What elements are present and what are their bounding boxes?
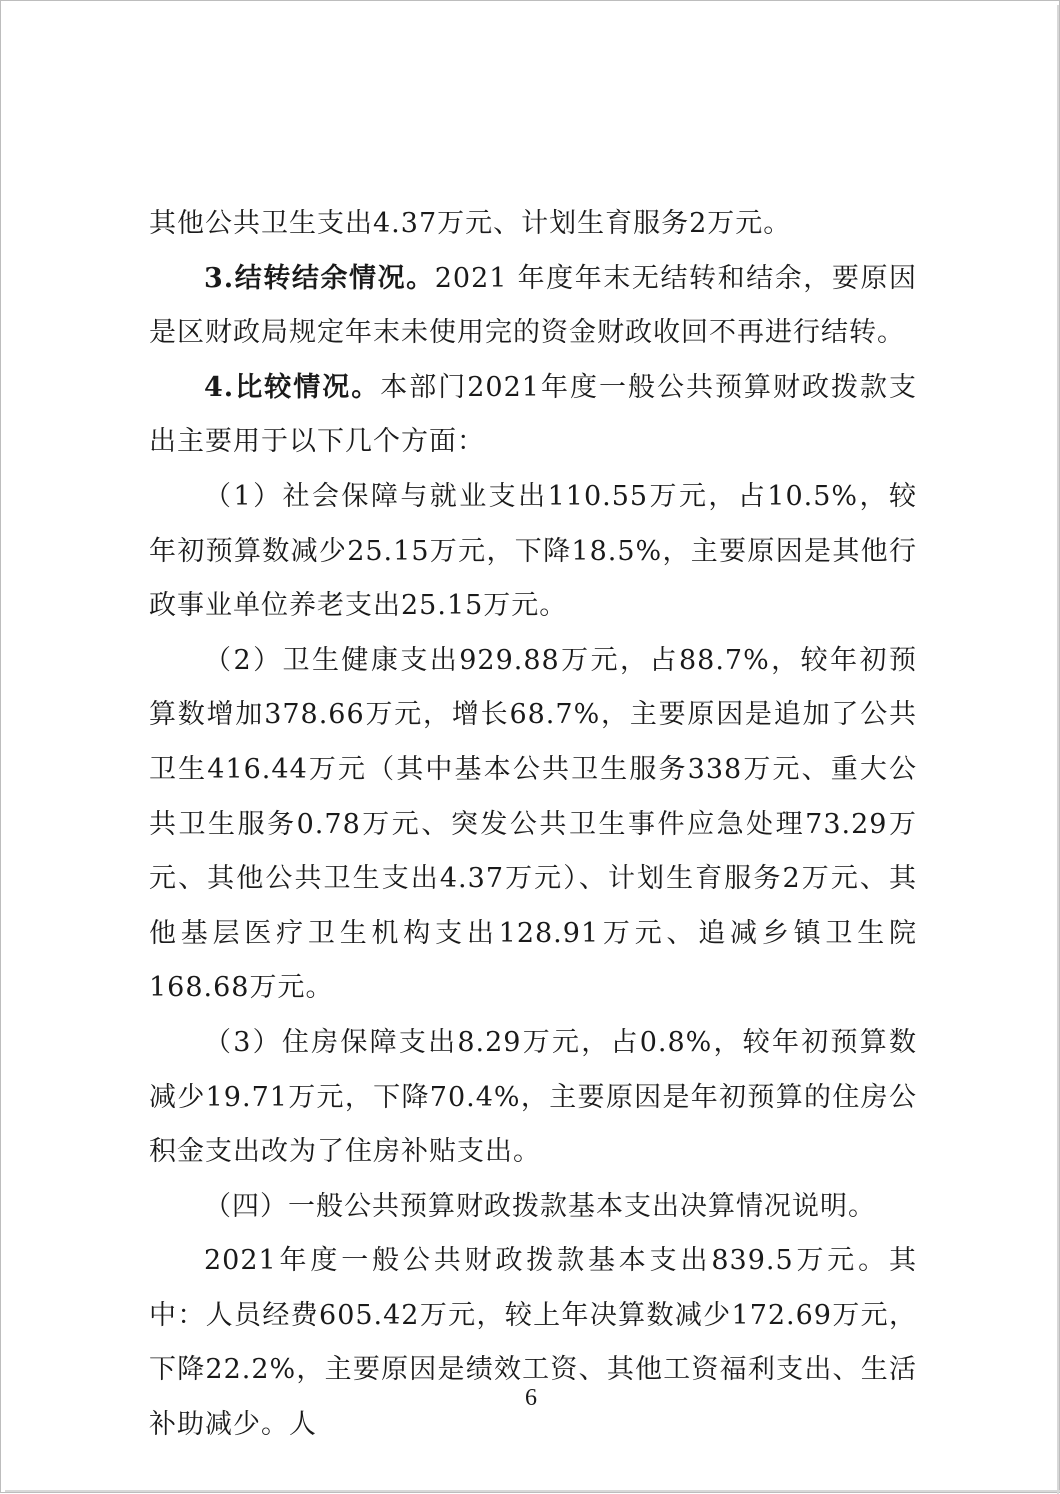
document-body <box>149 197 917 1453</box>
paragraph-social-security: （1）社会保障与就业支出110.55万元，占10.5%，较年初预算数减少25.15万元，下降18.5%，主要原因是其他行政事业单位养老支出25.15万元。 <box>149 480 917 622</box>
paragraph-continuation: 其他公共卫生支出4.37万元、计划生育服务2万元。 <box>149 208 792 239</box>
page-number: 6 <box>525 1385 537 1411</box>
page-shadow-bottom <box>5 1490 1060 1492</box>
section-heading-basic-expenditure: （四）一般公共预算财政拨款基本支出决算情况说明。 <box>204 1190 876 1222</box>
paragraph-housing: （3）住房保障支出8.29万元，占0.8%，较年初预算数减少19.71万元，下降70.4%，主要原因是年初预算的住房公积金支出改为了住房补贴支出。 <box>149 1026 917 1168</box>
paragraph-health: （2）卫生健康支出929.88万元，占88.7%，较年初预算数增加378.66万元，增长68.7%，主要原因是追加了公共卫生416.44万元（其中基本公共卫生服务338万元、重大公共卫生服务0.78万元、突发公共卫生事件应急处理73.29万元、其他公共卫生支出4.37万元）、计划生育服务2万元、其他基层医疗卫生机构支出128.91万元、追减乡镇卫生院168.68万元。 <box>149 644 917 1004</box>
paragraph-basic-expenditure: 2021年度一般公共财政拨款基本支出839.5万元。其中：人员经费605.42万元，较上年决算数减少172.69万元，下降22.2%，主要原因是绩效工资、其他工资福利支出、生活补助减少。人 <box>149 1245 917 1441</box>
paragraph-comparison <box>149 361 917 470</box>
paragraph-carryover <box>149 252 917 361</box>
section-heading-carryover: 3.结转结余情况。 <box>204 262 435 294</box>
page-shadow-right <box>1057 5 1059 1494</box>
paragraph-text: 本部门2021年度一般公共预算财政拨款支出主要用于以下几个方面： <box>149 371 917 458</box>
paragraph-text: 2021 年度年末无结转和结余，要原因是区财政局规定年末未使用完的资金财政收回不再进行结转。 <box>149 262 918 349</box>
section-heading-comparison: 4.比较情况。 <box>204 371 381 403</box>
